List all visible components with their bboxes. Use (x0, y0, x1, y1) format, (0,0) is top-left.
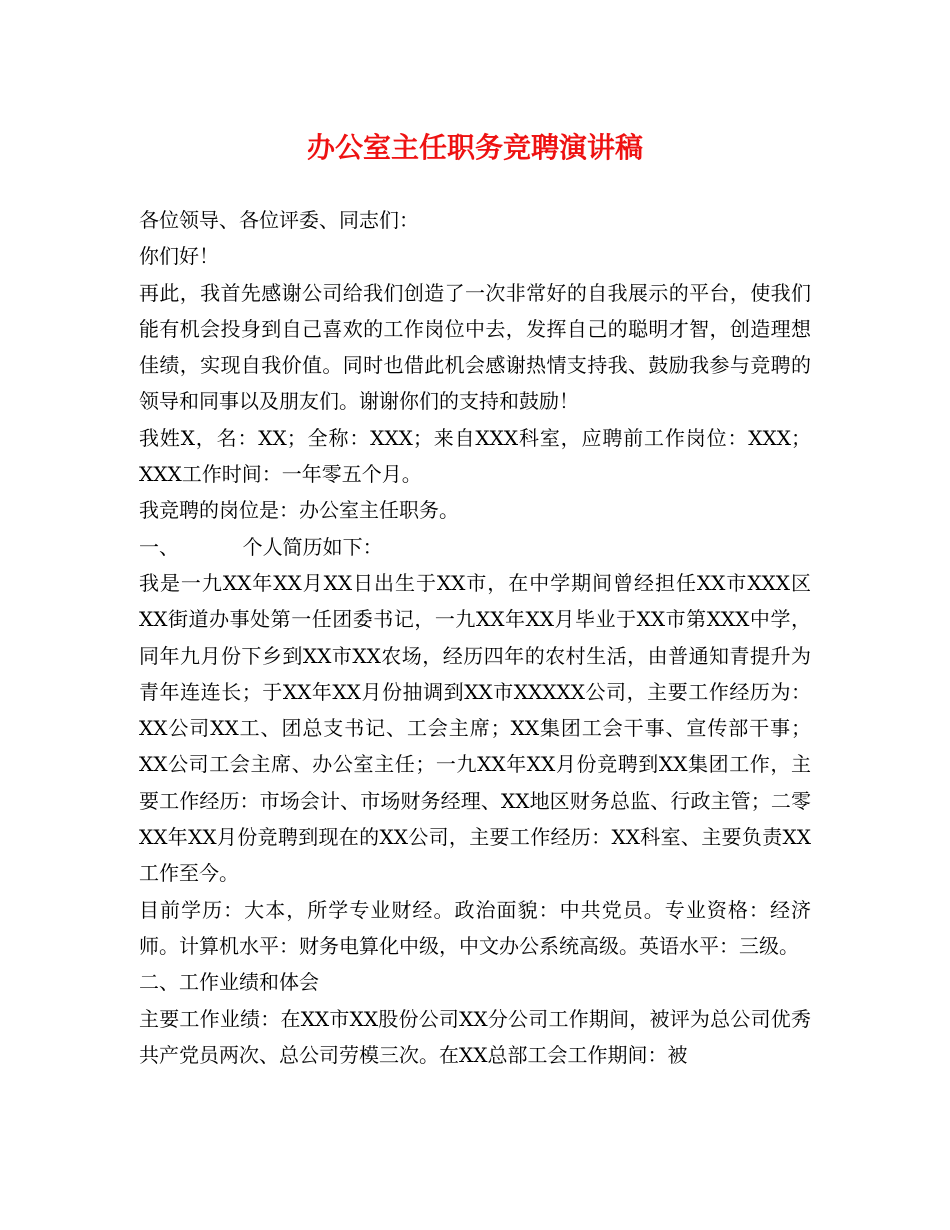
greeting: 你们好！ (139, 244, 219, 269)
target-position: 我竞聘的岗位是：办公室主任职务。 (139, 498, 459, 523)
section-heading-achievements: 二、工作业绩和体会 (139, 970, 319, 995)
document-title: 办公室主任职务竞聘演讲稿 (306, 131, 643, 164)
achievements-paragraph: 主要工作业绩：在XX市XX股份公司XX分公司工作期间，被评为总公司优秀共产党员两次、总公司劳模三次。在XX总部工会工作期间：被 (139, 1006, 811, 1067)
self-introduction: 我姓X，名：XX；全称：XXX；来自XXX科室，应聘前工作岗位：XXX；XXX工作时间：一年零五个月。 (139, 425, 811, 487)
opening-paragraph: 再此，我首先感谢公司给我们创造了一次非常好的自我展示的平台，使我们能有机会投身到自己喜欢的工作岗位中去，发挥自己的聪明才智，创造理想佳绩，实现自我价值。同时也借此机会感谢热情支持我、鼓励我参与竞聘的领导和同事以及朋友们。谢谢你们的支持和鼓励！ (139, 280, 811, 414)
education-paragraph: 目前学历：大本，所学专业财经。政治面貌：中共党员。专业资格：经济师。计算机水平：财务电算化中级，中文办公系统高级。英语水平：三级。 (139, 897, 811, 958)
section-heading-resume: 一、 个人简历如下： (139, 534, 383, 559)
resume-paragraph: 我是一九XX年XX月XX日出生于XX市，在中学期间曾经担任XX市XXX区XX街道办事处第一任团委书记，一九XX年XX月毕业于XX市第XXX中学，同年九月份下乡到XX市XX农场，经历四年的农村生活，由普通知青提升为青年连连长；于XX年XX月份抽调到XX市XXXXX公司，主要工作经历为：XX公司XX工、团总支书记、工会主席；XX集团工会干事、宣传部干事；XX公司工会主席、办公室主任；一九XX年XX月份竞聘到XX集团工作，主要工作经历：市场会计、市场财务经理、XX地区财务总监、行政主管；二零XX年XX月份竞聘到现在的XX公司，主要工作经历：XX科室、主要负责XX工作至今。 (139, 570, 811, 886)
salutation: 各位领导、各位评委、同志们： (139, 208, 419, 232)
document-body (139, 202, 811, 1073)
